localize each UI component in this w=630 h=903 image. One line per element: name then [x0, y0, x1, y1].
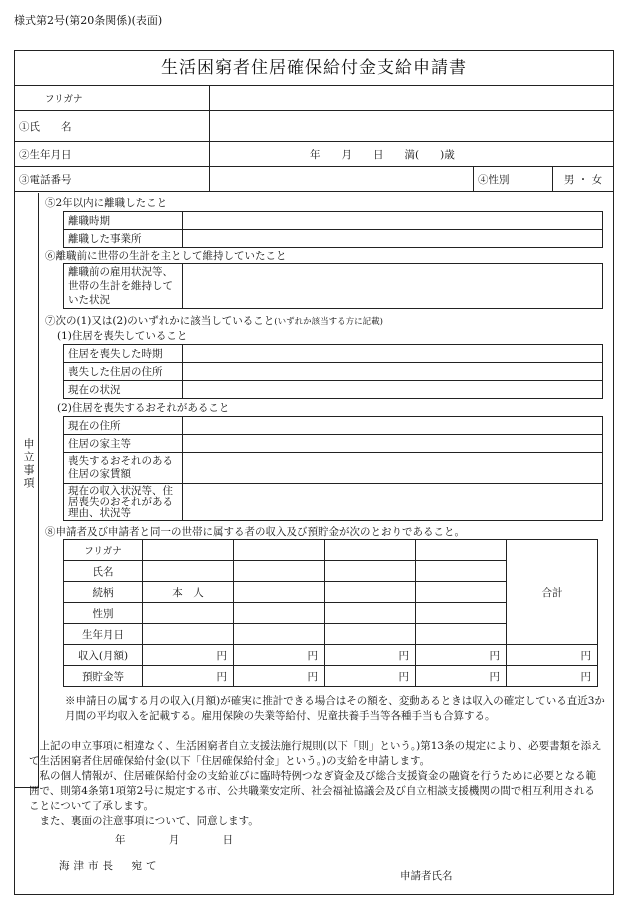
income-cell[interactable] — [325, 582, 416, 603]
s7-sub2-table — [63, 416, 603, 521]
application-form — [14, 50, 614, 895]
phone-label: ③電話番号 — [15, 167, 210, 192]
self-label: 本 人 — [143, 582, 234, 603]
s7-title-text: ⑦次の(1)又は(2)のいずれかに該当していること — [45, 315, 275, 327]
yen-cell[interactable]: 円 — [507, 645, 598, 666]
yen-cell[interactable]: 円 — [143, 666, 234, 687]
income-cell[interactable] — [143, 561, 234, 582]
income-cell[interactable] — [234, 582, 325, 603]
applicant-name-label: 申請者氏名 — [400, 870, 453, 882]
yen-cell[interactable]: 円 — [416, 666, 507, 687]
applicant-info-table — [14, 85, 614, 192]
sex-label: ④性別 — [474, 167, 553, 192]
s7-row-label: 喪失した住居の住所 — [64, 363, 183, 381]
total-label: 合計 — [507, 540, 598, 645]
income-cell[interactable] — [143, 624, 234, 645]
income-row-label: 預貯金等 — [64, 666, 143, 687]
yen-cell[interactable]: 円 — [143, 645, 234, 666]
s5-row-label: 離職時期 — [64, 212, 183, 230]
s7-row-label: 現在の状況 — [64, 381, 183, 399]
declaration-paragraph: また、裏面の注意事項について、同意します。 — [39, 815, 259, 827]
declaration-paragraph: 私の個人情報が、住居確保給付金の支給並びに臨時特例つなぎ資金及び総合支援資金の融資を行うために必要となる範囲で、則第4条第1項第2号に規定する市、公共職業安定所、社会福祉協議会及び自立相談支援機関の間で相互利用されることについて了承します。 — [29, 770, 596, 812]
s7-row-field[interactable] — [183, 345, 603, 363]
s7-row-label: 住居の家主等 — [64, 435, 183, 453]
s5-title: ⑤2年以内に離職したこと — [45, 197, 168, 209]
s7-row-label: 現在の収入状況等、住居喪失のおそれがある理由、状況等 — [64, 484, 183, 521]
income-cell[interactable] — [143, 540, 234, 561]
name-field[interactable] — [210, 111, 614, 142]
income-cell[interactable] — [234, 561, 325, 582]
furigana-field[interactable] — [210, 86, 614, 111]
income-note: ※申請日の属する月の収入(月額)が確実に推計できる場合はその額を、変動あるときは収入の確定している直近3か月間の平均収入を記載する。雇用保険の失業等給付、児童扶養手当等各種手当も合算する。 — [65, 695, 605, 722]
income-row-label: 続柄 — [64, 582, 143, 603]
income-cell[interactable] — [325, 540, 416, 561]
s6-row-label: 離職前の雇用状況等、世帯の生計を維持していた状況 — [64, 264, 183, 309]
income-cell[interactable] — [416, 540, 507, 561]
sex-field[interactable]: 男 ・ 女 — [553, 167, 614, 192]
s5-row-field[interactable] — [183, 212, 603, 230]
s7-sub2: (2)住居を喪失するおそれがあること — [57, 402, 230, 414]
s7-row-label: 喪失するおそれのある住居の家賃額 — [64, 453, 183, 484]
s7-row-field[interactable] — [183, 381, 603, 399]
income-cell[interactable] — [325, 624, 416, 645]
s5-row-field[interactable] — [183, 230, 603, 248]
income-row-label: 生年月日 — [64, 624, 143, 645]
income-row-label: フリガナ — [64, 540, 143, 561]
s7-sub1: (1)住居を喪失していること — [57, 330, 188, 342]
income-table — [63, 539, 598, 687]
s6-title: ⑥離職前に世帯の生計を主として維持していたこと — [45, 250, 287, 262]
s8-title: ⑧申請者及び申請者と同一の世帯に属する者の収入及び預貯金が次のとおりであること。 — [45, 526, 465, 538]
s7-row-field[interactable] — [183, 435, 603, 453]
date-line[interactable]: 年 月 日 — [115, 834, 254, 846]
s7-row-field[interactable] — [183, 363, 603, 381]
yen-cell[interactable]: 円 — [416, 645, 507, 666]
declaration — [29, 739, 603, 829]
s7-row-label: 現在の住所 — [64, 417, 183, 435]
income-cell[interactable] — [416, 561, 507, 582]
s7-sub1-table — [63, 344, 603, 399]
income-row-label: 氏名 — [64, 561, 143, 582]
birth-field[interactable]: 年 月 日 満( )歳 — [210, 142, 614, 167]
income-cell[interactable] — [234, 603, 325, 624]
s7-row-field[interactable] — [183, 453, 603, 484]
furigana-label: フリガナ — [15, 86, 210, 111]
s6-table — [63, 263, 603, 309]
declaration-paragraph: 上記の申立事項に相違なく、生活困窮者自立支援法施行規則(以下「則」という。)第13条の規定により、必要書類を添えて生活困窮者住居確保給付金(以下「住居確保給付金」という。)の支給を申請します。 — [29, 740, 602, 767]
name-label: ①氏 名 — [15, 111, 210, 142]
s5-row-label: 離職した事業所 — [64, 230, 183, 248]
income-cell[interactable] — [416, 582, 507, 603]
s7-row-label: 住居を喪失した時期 — [64, 345, 183, 363]
income-row-label: 収入(月額) — [64, 645, 143, 666]
yen-cell[interactable]: 円 — [325, 666, 416, 687]
yen-cell[interactable]: 円 — [234, 645, 325, 666]
yen-cell[interactable]: 円 — [507, 666, 598, 687]
income-cell[interactable] — [416, 603, 507, 624]
income-cell[interactable] — [416, 624, 507, 645]
s7-row-field[interactable] — [183, 417, 603, 435]
income-cell[interactable] — [143, 603, 234, 624]
form-number: 様式第2号(第20条関係)(表面) — [14, 14, 163, 27]
yen-cell[interactable]: 円 — [234, 666, 325, 687]
s7-row-field[interactable] — [183, 484, 603, 521]
income-cell[interactable] — [325, 603, 416, 624]
s7-title-note: (いずれか該当する方に記載) — [274, 317, 383, 327]
s5-table — [63, 211, 603, 248]
s6-row-field[interactable] — [183, 264, 603, 309]
side-label: 申立事項 — [22, 438, 35, 490]
addressee: 海津市長 宛て — [59, 860, 161, 872]
income-cell[interactable] — [234, 540, 325, 561]
income-row-label: 性別 — [64, 603, 143, 624]
phone-field[interactable] — [210, 167, 474, 192]
income-cell[interactable] — [234, 624, 325, 645]
form-title: 生活困窮者住居確保給付金支給申請書 — [15, 51, 613, 86]
s7-title — [45, 313, 383, 328]
side-column — [15, 193, 39, 788]
yen-cell[interactable]: 円 — [325, 645, 416, 666]
birth-label: ②生年月日 — [15, 142, 210, 167]
income-cell[interactable] — [325, 561, 416, 582]
